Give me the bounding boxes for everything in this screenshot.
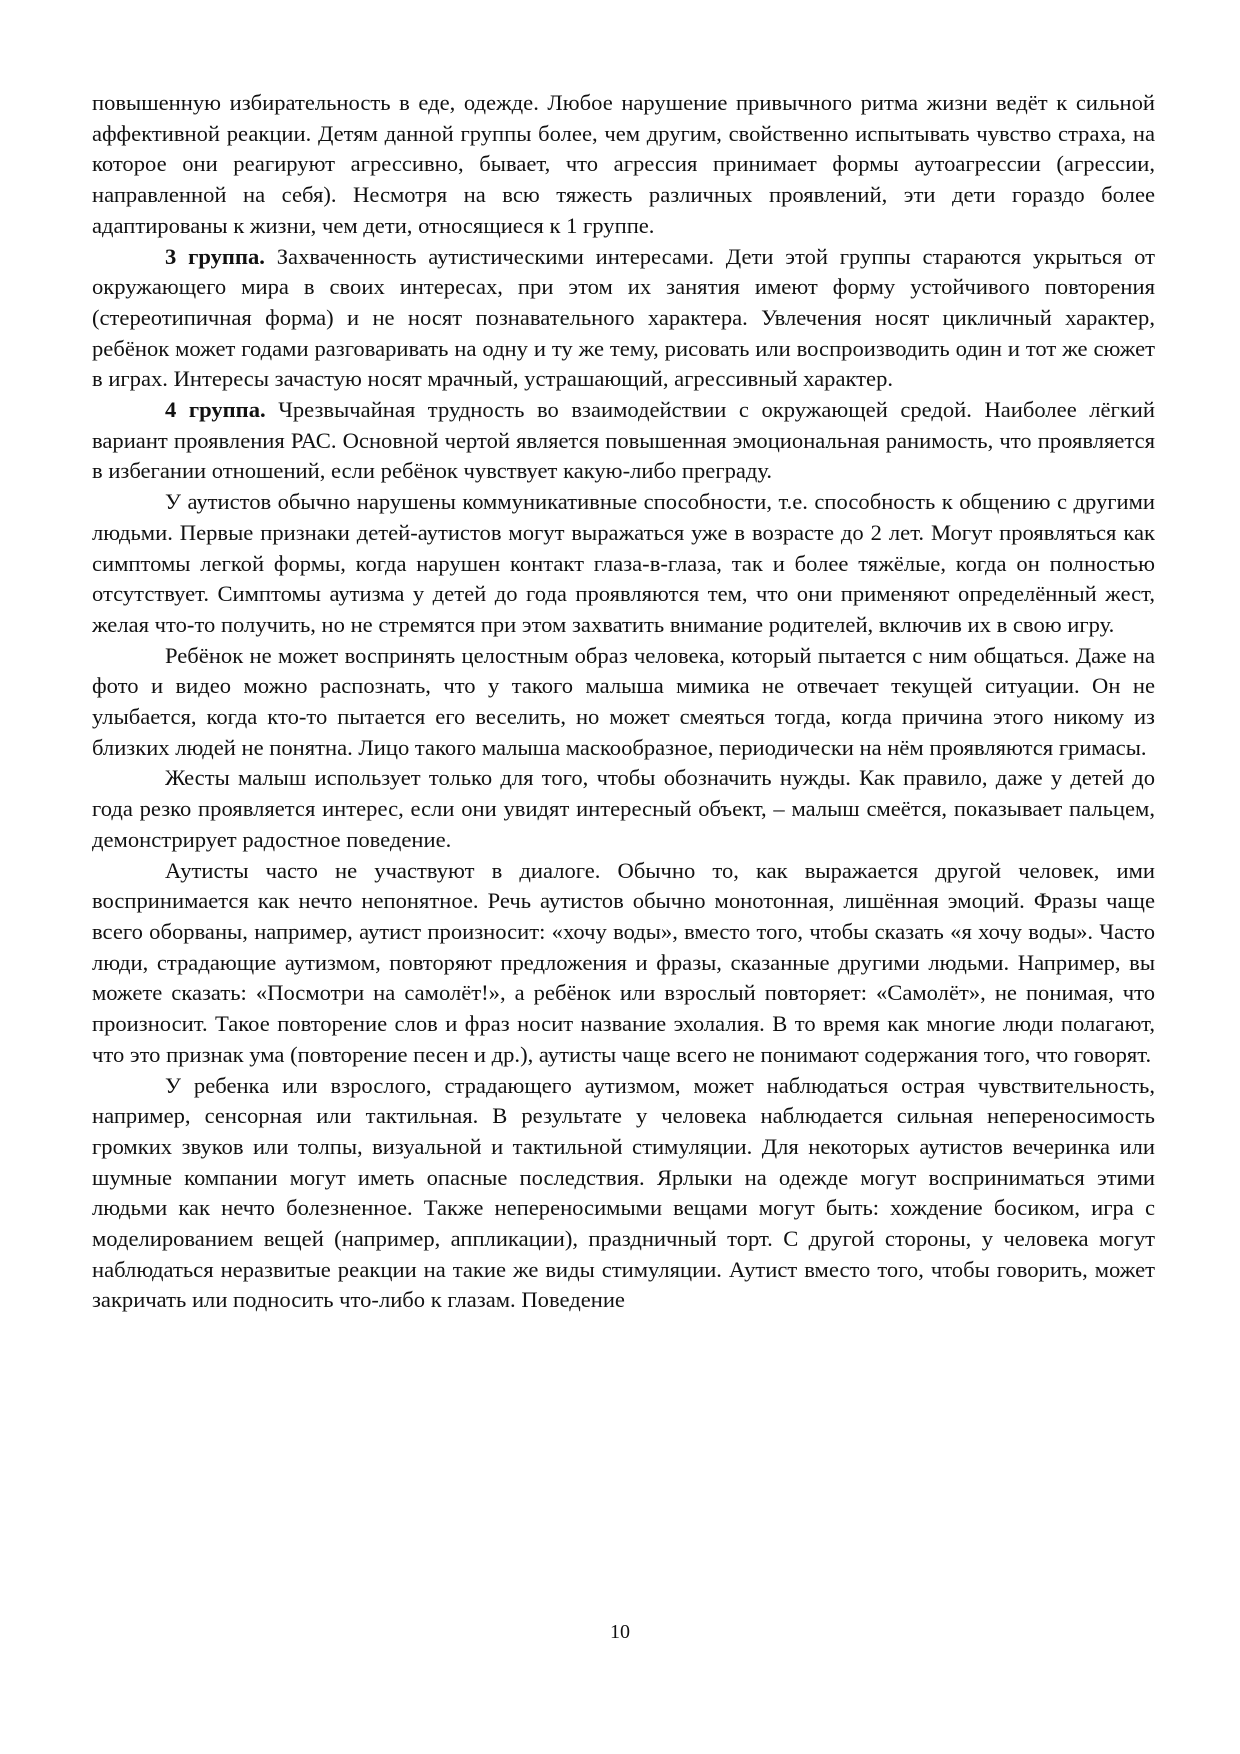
paragraph-group-3 xyxy=(92,242,1155,396)
paragraph-group-4 xyxy=(92,395,1155,487)
group-heading: 3 группа. xyxy=(165,243,265,269)
paragraph-text: Ребёнок не может воспринять целостным образ человека, который пытается с ним общаться. Даже на фото и видео можно распознать, что у такого малыша мимика не отвечает текущей ситуации. Он не улыбается, когда кто-то пытается его веселить, но может смеяться тогда, когда причина этого никому из близких людей не понятна. Лицо такого малыша маскообразное, периодически на нём проявляются гримасы. xyxy=(92,642,1155,760)
paragraph-text: Аутисты часто не участвуют в диалоге. Обычно то, как выражается другой человек, ими воспринимается как нечто непонятное. Речь аутистов обычно монотонная, лишённая эмоций. Фразы чаще всего оборваны, например, аутист произносит: «хочу воды», вместо того, чтобы сказать «я хочу воды». Часто люди, страдающие аутизмом, повторяют предложения и фразы, сказанные другими людьми. Например, вы можете сказать: «Посмотри на самолёт!», а ребёнок или взрослый повторяет: «Самолёт», не понимая, что произносит. Такое повторение слов и фраз носит название эхолалия. В то время как многие люди полагают, что это признак ума (повторение песен и др.), аутисты чаще всего не понимают содержания того, что говорят. xyxy=(92,857,1155,1067)
paragraph xyxy=(92,487,1155,641)
paragraph-text: Жесты малыш использует только для того, чтобы обозначить нужды. Как правило, даже у детей до года резко проявляется интерес, если они увидят интересный объект, – малыш смеётся, показывает пальцем, демонстрирует радостное поведение. xyxy=(92,765,1155,852)
paragraph-text: Чрезвычайная трудность во взаимодействии с окружающей средой. Наиболее лёгкий вариант проявления РАС. Основной чертой является повышенная эмоциональная ранимость, что проявляется в избегании отношений, если ребёнок чувствует какую-либо преграду. xyxy=(92,397,1155,484)
paragraph xyxy=(92,641,1155,764)
paragraph xyxy=(92,88,1155,242)
document-body xyxy=(92,88,1155,1316)
group-heading: 4 группа. xyxy=(165,397,266,423)
paragraph-text: У аутистов обычно нарушены коммуникативные способности, т.е. способность к общению с другими людьми. Первые признаки детей-аутистов могут выражаться уже в возрасте до 2 лет. Могут проявляться как симптомы легкой формы, когда нарушен контакт глаза-в-глаза, так и более тяжёлые, когда он полностью отсутствует. Симптомы аутизма у детей до года проявляются тем, что они применяют определённый жест, желая что-то получить, но не стремятся при этом захватить внимание родителей, включив их в свою игру. xyxy=(92,489,1155,637)
paragraph xyxy=(92,856,1155,1071)
paragraph xyxy=(92,1071,1155,1317)
page-number: 10 xyxy=(610,1621,630,1643)
paragraph-text: повышенную избирательность в еде, одежде. Любое нарушение привычного ритма жизни ведёт к сильной аффективной реакции. Детям данной группы более, чем другим, свойственно испытывать чувство страха, на которое они реагируют агрессивно, бывает, что агрессия принимает формы аутоагрессии (агрессии, направленной на себя). Несмотря на всю тяжесть различных проявлений, эти дети гораздо более адаптированы к жизни, чем дети, относящиеся к 1 группе. xyxy=(92,90,1155,238)
paragraph-text: Захваченность аутистическими интересами. Дети этой группы стараются укрыться от окружающего мира в своих интересах, при этом их занятия имеют форму устойчивого повторения (стереотипичная форма) и не носят познавательного характера. Увлечения носят цикличный характер, ребёнок может годами разговаривать на одну и ту же тему, рисовать или воспроизводить один и тот же сюжет в играх. Интересы зачастую носят мрачный, устрашающий, агрессивный характер. xyxy=(92,243,1155,392)
paragraph xyxy=(92,763,1155,855)
paragraph-text: У ребенка или взрослого, страдающего аутизмом, может наблюдаться острая чувствительность, например, сенсорная или тактильная. В результате у человека наблюдается сильная непереносимость громких звуков или толпы, визуальной и тактильной стимуляции. Для некоторых аутистов вечеринка или шумные компании могут иметь опасные последствия. Ярлыки на одежде могут восприниматься этими людьми как нечто болезненное. Также непереносимыми вещами могут быть: хождение босиком, игра с моделированием вещей (например, аппликации), праздничный торт. С другой стороны, у человека могут наблюдаться неразвитые реакции на такие же виды стимуляции. Аутист вместо того, чтобы говорить, может закричать или подносить что-либо к глазам. Поведение xyxy=(92,1072,1155,1313)
